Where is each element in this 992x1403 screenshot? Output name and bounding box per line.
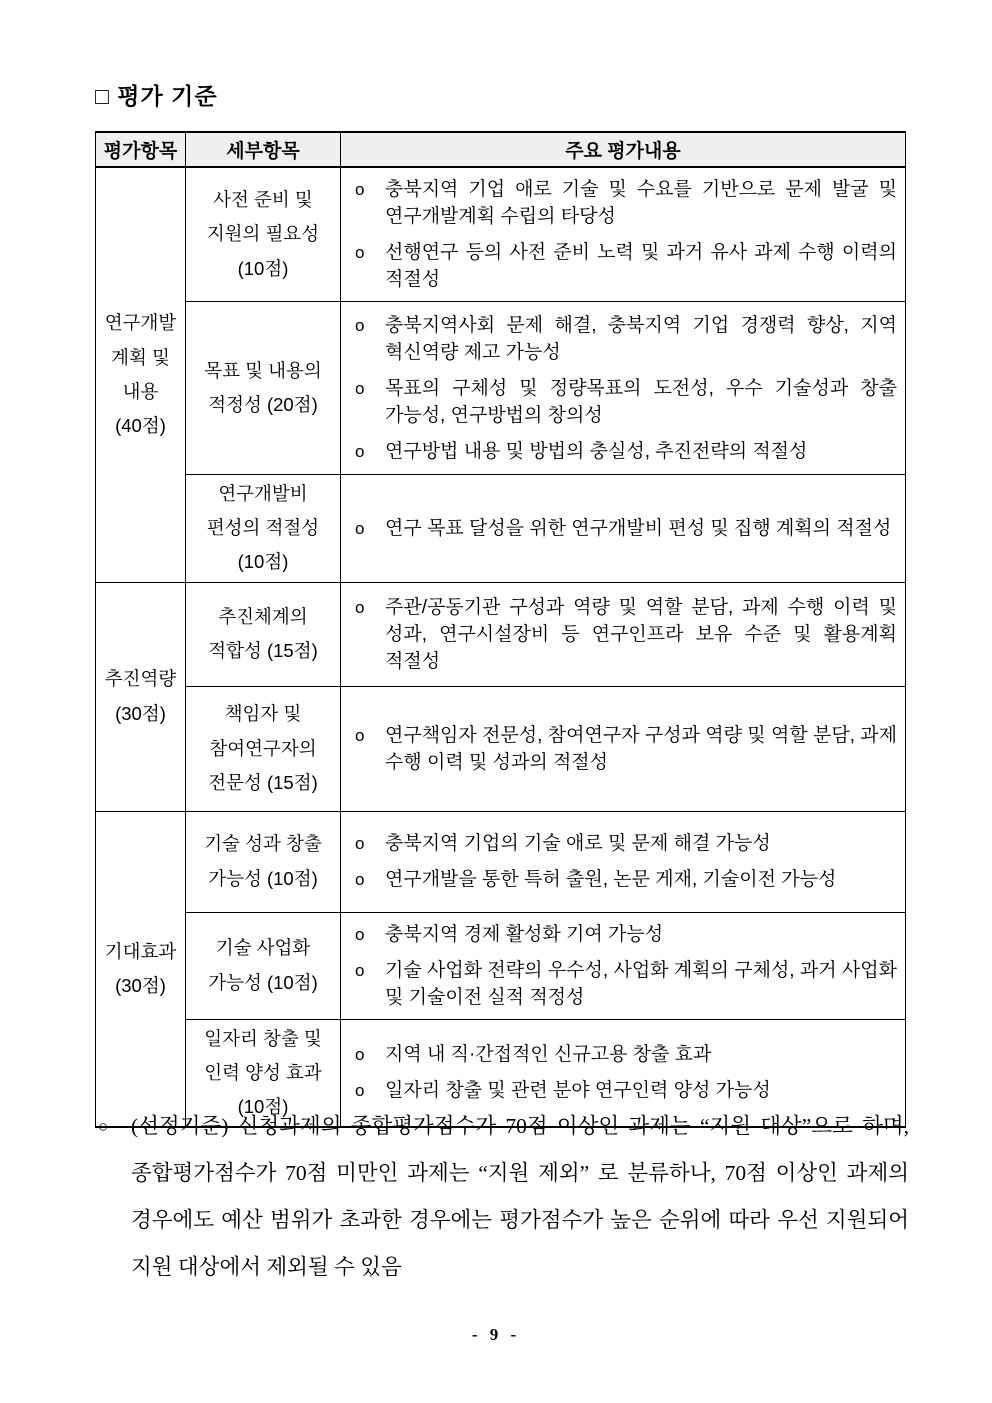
header-detail-item: 세부항목: [186, 132, 341, 167]
criteria-item: [351, 866, 897, 893]
detail-cell: 목표 및 내용의 적정성 (20점): [186, 302, 341, 475]
content-cell: [341, 302, 906, 475]
detail-cell: 사전 준비 및 지원의 필요성 (10점): [186, 167, 341, 302]
criteria-item: [351, 312, 897, 366]
bullet-marker: o: [355, 834, 365, 854]
table-row: [96, 302, 906, 475]
criteria-text: 충북지역 기업 애로 기술 및 수요를 기반으로 문제 발굴 및 연구개발계획 수립의 타당성: [385, 179, 897, 227]
criteria-item: [351, 1077, 897, 1104]
criteria-item: [351, 722, 897, 776]
bullet-marker: o: [355, 518, 365, 538]
bullet-marker: o: [355, 315, 365, 335]
bullet-marker: o: [355, 960, 365, 980]
evaluation-criteria-table: [95, 131, 906, 1128]
category-cell-rnd-plan: 연구개발 계획 및 내용 (40점): [96, 167, 186, 582]
content-cell: [341, 811, 906, 912]
detail-cell: 기술 성과 창출 가능성 (10점): [186, 811, 341, 912]
content-cell: [341, 686, 906, 811]
category-cell-expected-effect: 기대효과 (30점): [96, 811, 186, 1127]
criteria-text: 기술 사업화 전략의 우수성, 사업화 계획의 구체성, 과거 사업화 및 기술이전 실적 적정성: [385, 959, 897, 1008]
criteria-item: [351, 239, 897, 293]
criteria-text: 연구개발을 통한 특허 출원, 논문 게재, 기술이전 가능성: [385, 869, 837, 891]
table-row: [96, 912, 906, 1019]
detail-cell: 기술 사업화 가능성 (10점): [186, 912, 341, 1019]
criteria-item: [351, 830, 897, 857]
selection-criteria-note: [95, 1103, 909, 1291]
criteria-item: [351, 438, 897, 465]
criteria-text: 연구방법 내용 및 방법의 충실성, 추진전략의 적절성: [385, 440, 808, 462]
bullet-marker: o: [355, 1081, 365, 1101]
content-cell: [341, 475, 906, 583]
bullet-marker: o: [355, 441, 365, 461]
criteria-text: 연구 목표 달성을 위한 연구개발비 편성 및 집행 계획의 적절성: [385, 517, 892, 539]
content-cell: [341, 912, 906, 1019]
table-header-row: [96, 132, 906, 167]
detail-cell: 추진체계의 적합성 (15점): [186, 582, 341, 686]
content-cell: [341, 167, 906, 302]
criteria-text: 선행연구 등의 사전 준비 노력 및 과거 유사 과제 수행 이력의 적절성: [385, 242, 897, 290]
detail-cell: 책임자 및 참여연구자의 전문성 (15점): [186, 686, 341, 811]
category-cell-capability: 추진역량 (30점): [96, 582, 186, 811]
detail-cell: 연구개발비 편성의 적절성 (10점): [186, 475, 341, 583]
page-title: □ 평가 기준: [95, 83, 218, 109]
page-number: - 9 -: [471, 1325, 521, 1344]
criteria-item: [351, 594, 897, 675]
table-row: [96, 686, 906, 811]
table-row: [96, 167, 906, 302]
content-cell: [341, 582, 906, 686]
header-eval-item: 평가항목: [96, 132, 186, 167]
criteria-item: [351, 921, 897, 948]
criteria-text: 충북지역 기업의 기술 애로 및 문제 해결 가능성: [385, 833, 771, 855]
criteria-item: [351, 957, 897, 1011]
criteria-item: [351, 176, 897, 230]
bullet-marker: o: [355, 378, 365, 398]
table-row: [96, 582, 906, 686]
detail-cell: 일자리 창출 및 인력 양성 효과 (10점): [186, 1019, 341, 1127]
bullet-marker: o: [355, 180, 365, 199]
bullet-marker: o: [355, 243, 365, 262]
criteria-item: [351, 1041, 897, 1068]
bullet-marker: o: [355, 1045, 365, 1065]
circle-bullet: ○: [98, 1117, 109, 1136]
table-row: [96, 475, 906, 583]
criteria-item: [351, 375, 897, 429]
note-text: (선정기준) 신청과제의 종합평가점수가 70점 이상인 과제는 “지원 대상”으로 하며, 종합평가점수가 70점 미만인 과제는 “지원 제외” 로 분류하나, 70점 이상인 과제의 경우에도 예산 범위가 초과한 경우에는 평가점수가 높은 순위에 따라 우선 지원되어 지원 대상에서 제외될 수 있음: [131, 1114, 909, 1279]
criteria-text: 목표의 구체성 및 정량목표의 도전성, 우수 기술성과 창출 가능성, 연구방법의 창의성: [385, 377, 897, 426]
bullet-marker: o: [355, 725, 365, 745]
bullet-marker: o: [355, 870, 365, 890]
criteria-item: [351, 515, 897, 542]
bullet-marker: o: [355, 597, 365, 617]
criteria-text: 연구책임자 전문성, 참여연구자 구성과 역량 및 역할 분담, 과제 수행 이력 및 성과의 적절성: [385, 724, 897, 773]
criteria-text: 충북지역사회 문제 해결, 충북지역 기업 경쟁력 향상, 지역 혁신역량 제고 가능성: [385, 314, 897, 363]
criteria-text: 주관/공동기관 구성과 역량 및 역할 분담, 과제 수행 이력 및 성과, 연구시설장비 등 연구인프라 보유 수준 및 활용계획 적절성: [385, 596, 897, 672]
table-row: [96, 811, 906, 912]
bullet-marker: o: [355, 924, 365, 944]
header-main-content: 주요 평가내용: [341, 132, 906, 167]
criteria-text: 일자리 창출 및 관련 분야 연구인력 양성 가능성: [385, 1080, 771, 1102]
criteria-text: 충북지역 경제 활성화 기여 가능성: [385, 923, 664, 945]
criteria-text: 지역 내 직·간접적인 신규고용 창출 효과: [385, 1044, 712, 1066]
